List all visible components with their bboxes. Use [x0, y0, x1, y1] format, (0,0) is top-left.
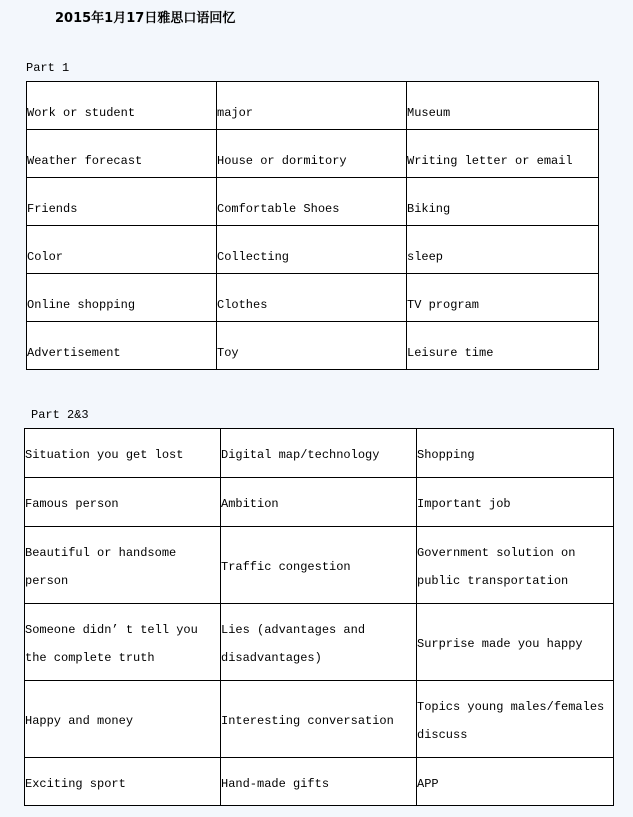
table-row — [25, 604, 614, 681]
table-cell: APP — [417, 758, 614, 806]
table-row — [27, 178, 599, 226]
table-cell: Digital map/technology — [221, 429, 417, 478]
table-cell: Clothes — [217, 274, 407, 322]
table-cell: TV program — [407, 274, 599, 322]
table-cell: Happy and money — [25, 681, 221, 758]
table-cell: Friends — [27, 178, 217, 226]
table-cell: Hand-made gifts — [221, 758, 417, 806]
table-row — [27, 82, 599, 130]
table-cell: Ambition — [221, 478, 417, 527]
table-cell: sleep — [407, 226, 599, 274]
table-cell: Lies (advantages and disadvantages) — [221, 604, 417, 681]
table-cell: Situation you get lost — [25, 429, 221, 478]
table-cell: House or dormitory — [217, 130, 407, 178]
table-cell: Writing letter or email — [407, 130, 599, 178]
table-row — [27, 274, 599, 322]
part1-label: Part 1 — [26, 61, 70, 75]
table-cell: Topics young males/females discuss — [417, 681, 614, 758]
page-title: 2015年1月17日雅思口语回忆 — [55, 11, 236, 26]
table-cell: Traffic congestion — [221, 527, 417, 604]
table-row — [25, 478, 614, 527]
table-row — [25, 681, 614, 758]
table-cell: Weather forecast — [27, 130, 217, 178]
table-cell: Toy — [217, 322, 407, 370]
part23-label: Part 2&3 — [31, 408, 89, 422]
table-cell: Biking — [407, 178, 599, 226]
table-cell: Important job — [417, 478, 614, 527]
table-row — [27, 130, 599, 178]
part1-topics-table — [26, 81, 599, 370]
table-cell: Shopping — [417, 429, 614, 478]
table-cell: Exciting sport — [25, 758, 221, 806]
table-cell: Collecting — [217, 226, 407, 274]
table-cell: Someone didn’ t tell you the complete truth — [25, 604, 221, 681]
part23-topics-table — [24, 428, 614, 806]
table-cell: Advertisement — [27, 322, 217, 370]
table-cell: major — [217, 82, 407, 130]
table-cell: Museum — [407, 82, 599, 130]
table-cell: Leisure time — [407, 322, 599, 370]
table-row — [27, 322, 599, 370]
table-cell: Surprise made you happy — [417, 604, 614, 681]
table-row — [25, 758, 614, 806]
table-cell: Famous person — [25, 478, 221, 527]
table-row — [25, 527, 614, 604]
table-cell: Interesting conversation — [221, 681, 417, 758]
table-row — [27, 226, 599, 274]
table-cell: Online shopping — [27, 274, 217, 322]
table-cell: Government solution on public transportation — [417, 527, 614, 604]
table-row — [25, 429, 614, 478]
table-cell: Beautiful or handsome person — [25, 527, 221, 604]
table-cell: Work or student — [27, 82, 217, 130]
table-cell: Comfortable Shoes — [217, 178, 407, 226]
table-cell: Color — [27, 226, 217, 274]
